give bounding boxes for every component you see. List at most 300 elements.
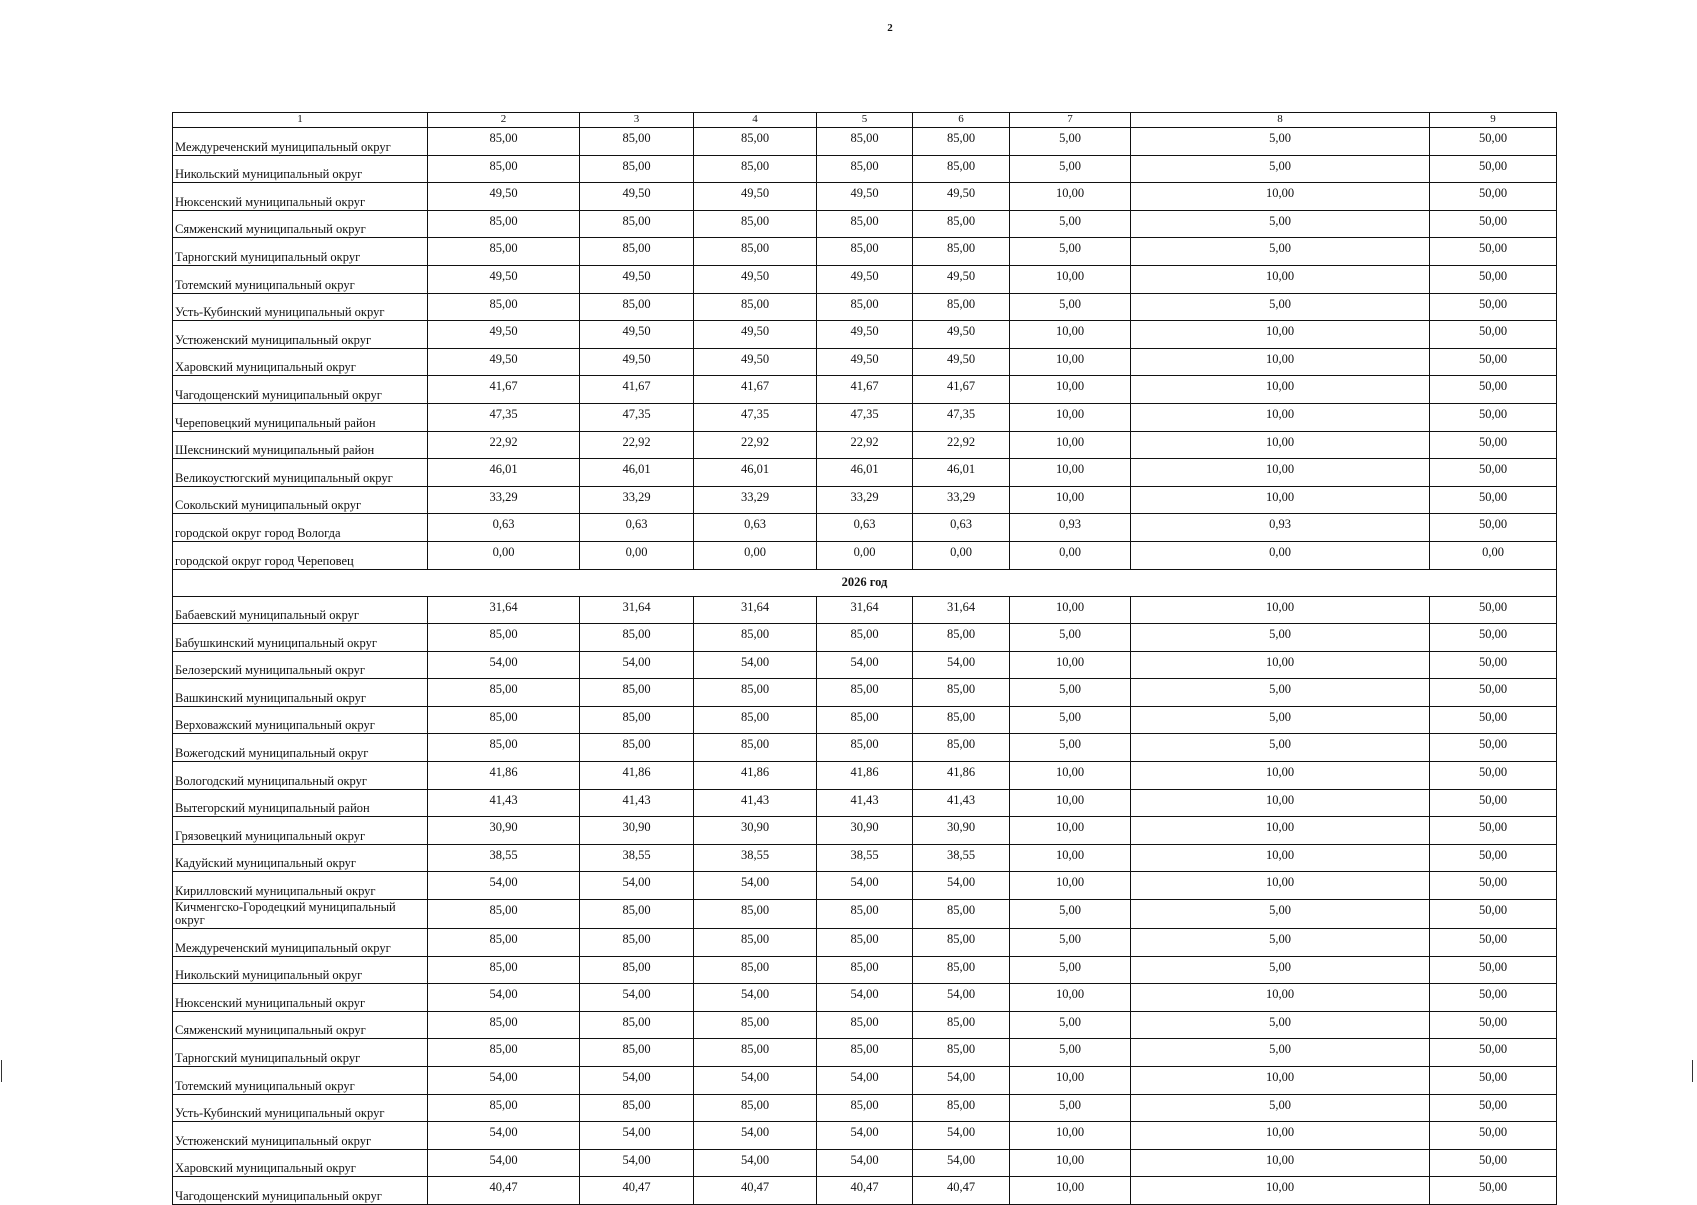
municipality-name-cell: Междуреченский муниципальный округ [173,128,428,156]
value-cell: 10,00 [1131,1067,1430,1095]
value-cell: 85,00 [694,1039,817,1067]
value-cell: 50,00 [1430,844,1557,872]
municipality-name-cell: Сокольский муниципальный округ [173,486,428,514]
value-cell: 85,00 [817,1011,913,1039]
value-cell: 22,92 [694,431,817,459]
value-cell: 0,63 [428,514,580,542]
municipality-name-cell: Харовский муниципальный округ [173,1149,428,1177]
value-cell: 54,00 [694,1149,817,1177]
year-section-row [173,569,1557,596]
value-cell: 41,43 [580,789,694,817]
value-cell: 85,00 [913,956,1010,984]
value-cell: 50,00 [1430,956,1557,984]
value-cell: 5,00 [1010,624,1131,652]
value-cell: 22,92 [580,431,694,459]
column-number-cell: 3 [580,113,694,128]
value-cell: 50,00 [1430,734,1557,762]
table-row [173,1067,1557,1095]
value-cell: 85,00 [580,624,694,652]
table-row [173,734,1557,762]
value-cell: 85,00 [580,238,694,266]
municipality-name-cell: Нюксенский муниципальный округ [173,984,428,1012]
table-row [173,403,1557,431]
value-cell: 85,00 [817,706,913,734]
value-cell: 50,00 [1430,486,1557,514]
value-cell: 85,00 [913,210,1010,238]
table-row [173,321,1557,349]
municipality-name-cell: Чагодощенский муниципальный округ [173,1177,428,1205]
value-cell: 31,64 [817,596,913,624]
table-row [173,1177,1557,1205]
value-cell: 50,00 [1430,155,1557,183]
municipality-name-cell: Кичменгско-Городецкий муниципальный округ [173,900,428,929]
value-cell: 85,00 [817,1039,913,1067]
value-cell: 50,00 [1430,431,1557,459]
value-cell: 5,00 [1131,128,1430,156]
value-cell: 50,00 [1430,651,1557,679]
value-cell: 50,00 [1430,817,1557,845]
table-row [173,376,1557,404]
value-cell: 54,00 [913,1122,1010,1150]
value-cell: 85,00 [428,210,580,238]
municipality-name-cell: Кадуйский муниципальный округ [173,844,428,872]
value-cell: 0,00 [817,541,913,569]
value-cell: 30,90 [913,817,1010,845]
value-cell: 31,64 [694,596,817,624]
value-cell: 85,00 [817,624,913,652]
value-cell: 54,00 [913,1149,1010,1177]
municipality-name-cell: Тотемский муниципальный округ [173,265,428,293]
table-row [173,238,1557,266]
value-cell: 49,50 [817,265,913,293]
value-cell: 85,00 [913,900,1010,929]
table-row [173,679,1557,707]
value-cell: 47,35 [913,403,1010,431]
page-number: 2 [887,22,893,34]
value-cell: 10,00 [1131,376,1430,404]
value-cell: 10,00 [1010,789,1131,817]
municipality-name-cell: Вашкинский муниципальный округ [173,679,428,707]
value-cell: 50,00 [1430,1149,1557,1177]
value-cell: 54,00 [817,984,913,1012]
table-row [173,762,1557,790]
value-cell: 85,00 [694,956,817,984]
value-cell: 85,00 [913,1011,1010,1039]
value-cell: 54,00 [428,984,580,1012]
value-cell: 10,00 [1131,789,1430,817]
value-cell: 10,00 [1131,1122,1430,1150]
value-cell: 46,01 [817,459,913,487]
value-cell: 41,86 [913,762,1010,790]
value-cell: 5,00 [1010,706,1131,734]
table-row [173,348,1557,376]
table-row [173,1039,1557,1067]
value-cell: 85,00 [694,900,817,929]
table-row [173,1094,1557,1122]
table-row [173,210,1557,238]
value-cell: 33,29 [817,486,913,514]
value-cell: 30,90 [428,817,580,845]
value-cell: 10,00 [1131,348,1430,376]
value-cell: 38,55 [580,844,694,872]
value-cell: 10,00 [1131,817,1430,845]
column-number-cell: 8 [1131,113,1430,128]
value-cell: 10,00 [1010,265,1131,293]
municipality-name-cell: Грязовецкий муниципальный округ [173,817,428,845]
value-cell: 49,50 [428,348,580,376]
value-cell: 38,55 [694,844,817,872]
value-cell: 5,00 [1131,706,1430,734]
value-cell: 38,55 [913,844,1010,872]
value-cell: 0,93 [1010,514,1131,542]
value-cell: 10,00 [1010,1149,1131,1177]
value-cell: 50,00 [1430,789,1557,817]
value-cell: 85,00 [580,929,694,957]
value-cell: 38,55 [428,844,580,872]
scan-edge-mark [1,1060,2,1082]
value-cell: 5,00 [1131,956,1430,984]
value-cell: 10,00 [1131,321,1430,349]
column-number-cell: 1 [173,113,428,128]
value-cell: 85,00 [694,929,817,957]
value-cell: 0,63 [694,514,817,542]
table-row [173,1149,1557,1177]
value-cell: 5,00 [1131,155,1430,183]
value-cell: 85,00 [428,956,580,984]
value-cell: 38,55 [817,844,913,872]
municipality-name-cell: городской округ город Вологда [173,514,428,542]
table-row [173,651,1557,679]
table-row [173,624,1557,652]
value-cell: 85,00 [817,238,913,266]
value-cell: 85,00 [694,155,817,183]
value-cell: 40,47 [428,1177,580,1205]
scan-edge-mark [1692,1060,1693,1082]
value-cell: 85,00 [817,1094,913,1122]
value-cell: 5,00 [1010,1011,1131,1039]
table-row [173,1122,1557,1150]
table-row [173,872,1557,900]
value-cell: 85,00 [913,734,1010,762]
value-cell: 33,29 [428,486,580,514]
value-cell: 49,50 [817,348,913,376]
value-cell: 5,00 [1010,1039,1131,1067]
value-cell: 5,00 [1010,734,1131,762]
value-cell: 54,00 [817,1067,913,1095]
value-cell: 10,00 [1131,984,1430,1012]
value-cell: 10,00 [1010,844,1131,872]
value-cell: 41,43 [694,789,817,817]
value-cell: 49,50 [913,321,1010,349]
municipality-name-cell: Никольский муниципальный округ [173,155,428,183]
value-cell: 50,00 [1430,984,1557,1012]
value-cell: 54,00 [580,872,694,900]
municipality-name-cell: Чагодощенский муниципальный округ [173,376,428,404]
value-cell: 40,47 [694,1177,817,1205]
value-cell: 85,00 [428,155,580,183]
value-cell: 85,00 [580,1039,694,1067]
value-cell: 85,00 [694,679,817,707]
municipality-name-cell: Шекснинский муниципальный район [173,431,428,459]
value-cell: 10,00 [1010,817,1131,845]
value-cell: 5,00 [1131,734,1430,762]
value-cell: 85,00 [580,706,694,734]
value-cell: 85,00 [913,293,1010,321]
value-cell: 85,00 [580,128,694,156]
value-cell: 5,00 [1131,624,1430,652]
value-cell: 85,00 [817,929,913,957]
value-cell: 50,00 [1430,183,1557,211]
value-cell: 54,00 [428,651,580,679]
table-row [173,706,1557,734]
municipality-name-cell: Кирилловский муниципальный округ [173,872,428,900]
municipality-name-cell: Тарногский муниципальный округ [173,238,428,266]
value-cell: 50,00 [1430,403,1557,431]
table-row [173,1011,1557,1039]
value-cell: 5,00 [1131,210,1430,238]
value-cell: 50,00 [1430,376,1557,404]
value-cell: 5,00 [1010,929,1131,957]
value-cell: 49,50 [913,183,1010,211]
table-row [173,514,1557,542]
value-cell: 85,00 [694,624,817,652]
value-cell: 85,00 [428,1011,580,1039]
table-row [173,956,1557,984]
table-row [173,541,1557,569]
value-cell: 30,90 [694,817,817,845]
value-cell: 50,00 [1430,900,1557,929]
value-cell: 50,00 [1430,1094,1557,1122]
municipality-name-cell: Бабаевский муниципальный округ [173,596,428,624]
value-cell: 0,63 [817,514,913,542]
value-cell: 0,00 [694,541,817,569]
municipality-name-cell: Верховажский муниципальный округ [173,706,428,734]
value-cell: 41,43 [817,789,913,817]
value-cell: 50,00 [1430,459,1557,487]
table-body [173,113,1557,1205]
value-cell: 49,50 [580,265,694,293]
value-cell: 5,00 [1010,1094,1131,1122]
year-section-label: 2026 год [173,569,1557,596]
value-cell: 85,00 [694,210,817,238]
value-cell: 22,92 [428,431,580,459]
table-row [173,183,1557,211]
table-row [173,155,1557,183]
value-cell: 40,47 [913,1177,1010,1205]
value-cell: 31,64 [428,596,580,624]
value-cell: 50,00 [1430,321,1557,349]
value-cell: 10,00 [1010,183,1131,211]
value-cell: 40,47 [580,1177,694,1205]
table-row [173,929,1557,957]
value-cell: 50,00 [1430,265,1557,293]
value-cell: 46,01 [913,459,1010,487]
table-row [173,900,1557,929]
value-cell: 49,50 [428,321,580,349]
municipality-name-cell: Никольский муниципальный округ [173,956,428,984]
value-cell: 10,00 [1010,651,1131,679]
value-cell: 85,00 [913,679,1010,707]
value-cell: 49,50 [580,321,694,349]
value-cell: 49,50 [694,348,817,376]
value-cell: 0,00 [913,541,1010,569]
value-cell: 54,00 [580,1122,694,1150]
table-row [173,265,1557,293]
value-cell: 41,67 [913,376,1010,404]
value-cell: 50,00 [1430,679,1557,707]
value-cell: 49,50 [817,321,913,349]
value-cell: 0,00 [1010,541,1131,569]
value-cell: 0,00 [1131,541,1430,569]
municipality-name-cell: Бабушкинский муниципальный округ [173,624,428,652]
value-cell: 10,00 [1010,486,1131,514]
value-cell: 50,00 [1430,596,1557,624]
municipality-name-cell: городской округ город Череповец [173,541,428,569]
value-cell: 85,00 [428,1039,580,1067]
table-row [173,128,1557,156]
municipality-name-cell: Сямженский муниципальный округ [173,210,428,238]
municipality-name-cell: Усть-Кубинский муниципальный округ [173,1094,428,1122]
municipality-name-cell: Устюженский муниципальный округ [173,321,428,349]
municipality-name-cell: Сямженский муниципальный округ [173,1011,428,1039]
value-cell: 30,90 [580,817,694,845]
value-cell: 54,00 [913,872,1010,900]
value-cell: 50,00 [1430,1177,1557,1205]
value-cell: 50,00 [1430,210,1557,238]
municipality-name-cell: Череповецкий муниципальный район [173,403,428,431]
value-cell: 85,00 [913,929,1010,957]
value-cell: 46,01 [580,459,694,487]
municipality-name-cell: Усть-Кубинский муниципальный округ [173,293,428,321]
value-cell: 5,00 [1131,293,1430,321]
value-cell: 85,00 [694,734,817,762]
value-cell: 85,00 [428,238,580,266]
value-cell: 10,00 [1131,762,1430,790]
value-cell: 85,00 [580,293,694,321]
municipality-name-cell: Великоустюгский муниципальный округ [173,459,428,487]
value-cell: 54,00 [913,651,1010,679]
value-cell: 49,50 [913,265,1010,293]
value-cell: 54,00 [428,1149,580,1177]
municipality-name-cell: Вологодский муниципальный округ [173,762,428,790]
value-cell: 41,67 [694,376,817,404]
value-cell: 85,00 [428,734,580,762]
value-cell: 85,00 [694,1011,817,1039]
value-cell: 49,50 [428,183,580,211]
value-cell: 41,67 [428,376,580,404]
table-row [173,817,1557,845]
value-cell: 85,00 [913,155,1010,183]
municipality-name-cell: Тарногский муниципальный округ [173,1039,428,1067]
table-row [173,844,1557,872]
value-cell: 5,00 [1010,155,1131,183]
value-cell: 10,00 [1131,265,1430,293]
value-cell: 47,35 [428,403,580,431]
value-cell: 41,67 [580,376,694,404]
value-cell: 49,50 [913,348,1010,376]
value-cell: 5,00 [1010,293,1131,321]
value-cell: 85,00 [428,679,580,707]
value-cell: 0,93 [1131,514,1430,542]
value-cell: 85,00 [580,155,694,183]
value-cell: 5,00 [1131,238,1430,266]
value-cell: 54,00 [428,1122,580,1150]
column-number-cell: 7 [1010,113,1131,128]
value-cell: 50,00 [1430,514,1557,542]
value-cell: 85,00 [913,624,1010,652]
value-cell: 41,86 [580,762,694,790]
value-cell: 85,00 [694,293,817,321]
value-cell: 47,35 [694,403,817,431]
value-cell: 85,00 [580,900,694,929]
table-row [173,789,1557,817]
value-cell: 10,00 [1010,321,1131,349]
value-cell: 54,00 [694,872,817,900]
table-row [173,293,1557,321]
column-number-cell: 5 [817,113,913,128]
value-cell: 5,00 [1010,900,1131,929]
value-cell: 54,00 [694,1067,817,1095]
value-cell: 85,00 [817,956,913,984]
value-cell: 85,00 [817,155,913,183]
value-cell: 85,00 [428,900,580,929]
municipality-name-cell: Вытегорский муниципальный район [173,789,428,817]
value-cell: 49,50 [580,348,694,376]
value-cell: 54,00 [817,651,913,679]
value-cell: 5,00 [1010,956,1131,984]
value-cell: 54,00 [580,1067,694,1095]
value-cell: 5,00 [1131,1011,1430,1039]
value-cell: 33,29 [694,486,817,514]
value-cell: 0,00 [1430,541,1557,569]
municipality-name-cell: Харовский муниципальный округ [173,348,428,376]
value-cell: 22,92 [913,431,1010,459]
value-cell: 33,29 [580,486,694,514]
value-cell: 5,00 [1131,900,1430,929]
value-cell: 41,86 [694,762,817,790]
value-cell: 85,00 [428,929,580,957]
value-cell: 49,50 [580,183,694,211]
value-cell: 47,35 [580,403,694,431]
value-cell: 33,29 [913,486,1010,514]
value-cell: 10,00 [1131,403,1430,431]
value-cell: 10,00 [1131,183,1430,211]
value-cell: 54,00 [913,1067,1010,1095]
value-cell: 31,64 [580,596,694,624]
value-cell: 0,00 [428,541,580,569]
value-cell: 10,00 [1010,403,1131,431]
value-cell: 5,00 [1131,1039,1430,1067]
value-cell: 10,00 [1131,872,1430,900]
value-cell: 10,00 [1010,762,1131,790]
value-cell: 10,00 [1010,348,1131,376]
value-cell: 85,00 [428,128,580,156]
value-cell: 85,00 [817,900,913,929]
value-cell: 49,50 [694,183,817,211]
value-cell: 85,00 [428,1094,580,1122]
value-cell: 0,63 [913,514,1010,542]
value-cell: 41,86 [428,762,580,790]
column-number-cell: 6 [913,113,1010,128]
value-cell: 54,00 [428,872,580,900]
value-cell: 85,00 [817,293,913,321]
value-cell: 49,50 [817,183,913,211]
value-cell: 5,00 [1010,128,1131,156]
value-cell: 85,00 [580,679,694,707]
value-cell: 54,00 [580,984,694,1012]
value-cell: 5,00 [1010,238,1131,266]
value-cell: 85,00 [428,293,580,321]
